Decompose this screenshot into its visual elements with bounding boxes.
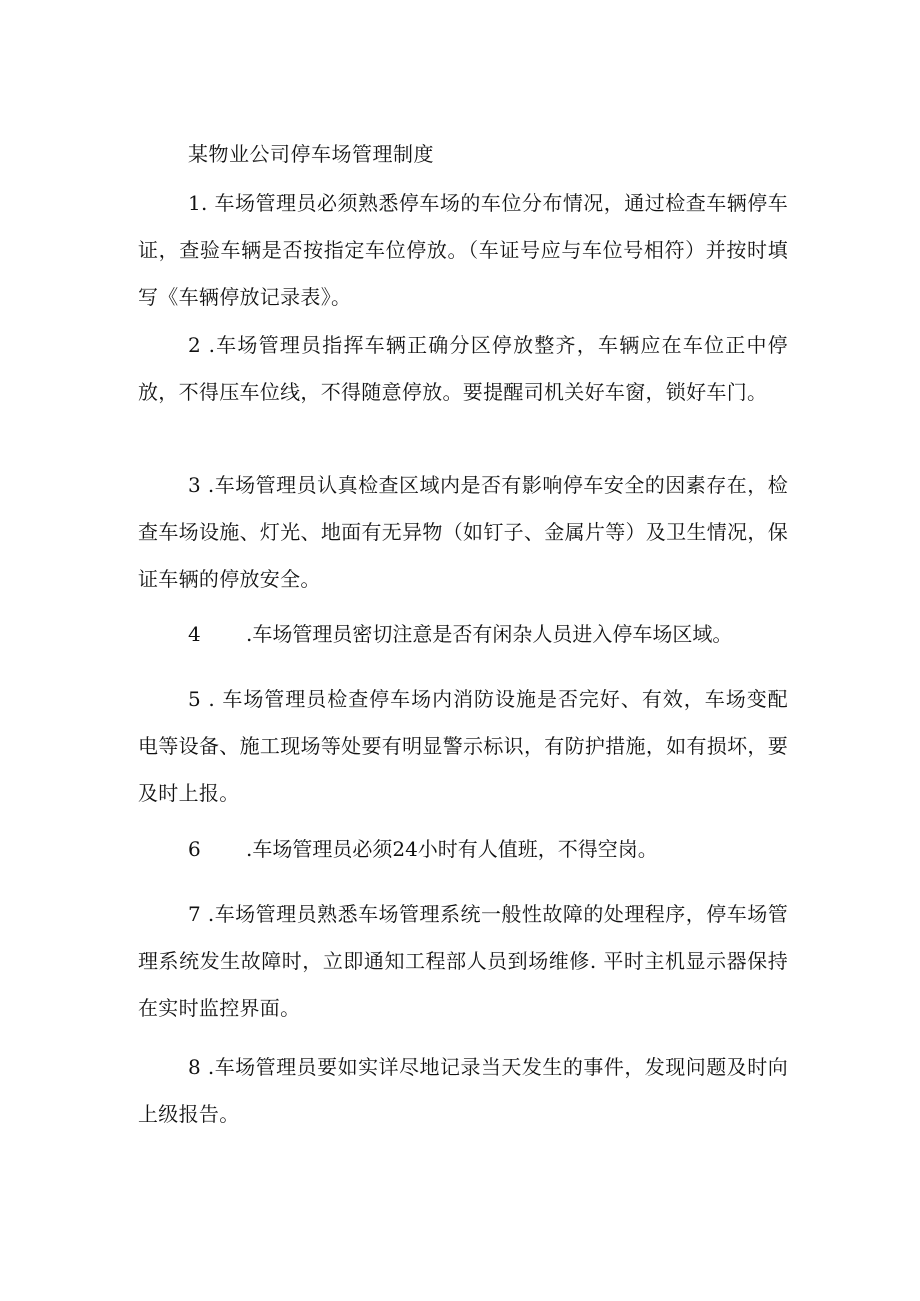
rule-item-6-number: 6 bbox=[188, 837, 201, 861]
rule-paragraph-7: 7 .车场管理员熟悉车场管理系统一般性故障的处理程序，停车场管理系统发生故障时，立即通知工程部人员到场维修. 平时主机显示器保持在实时监控界面。 bbox=[138, 902, 788, 1020]
rule-item-4-text: .车场管理员密切注意是否有闲杂人员进入停车场区域。 bbox=[246, 622, 733, 646]
rule-paragraph-5: 5 . 车场管理员检查停车场内消防设施是否完好、有效，车场变配电等设备、施工现场等处要有明显警示标识，有防护措施，如有损坏，要及时上报。 bbox=[138, 687, 788, 805]
rule-paragraph-8: 8 .车场管理员要如实详尽地记录当天发生的事件，发现问题及时向上级报告。 bbox=[138, 1055, 788, 1126]
rule-item-4-number: 4 bbox=[188, 622, 201, 646]
rule-paragraph-1: 1. 车场管理员必须熟悉停车场的车位分布情况，通过检查车辆停车证，查验车辆是否按指定车位停放。（车证号应与车位号相符）并按时填写《车辆停放记录表》。 bbox=[138, 191, 788, 309]
rule-paragraph-2: 2 .车场管理员指挥车辆正确分区停放整齐，车辆应在车位正中停放，不得压车位线，不得随意停放。要提醒司机关好车窗，锁好车门。 bbox=[138, 333, 788, 404]
document-title: 某物业公司停车场管理制度 bbox=[188, 142, 434, 166]
rule-item-6-text: .车场管理员必须24小时有人值班，不得空岗。 bbox=[246, 837, 658, 861]
rule-item-4 bbox=[188, 620, 732, 648]
rule-item-6 bbox=[188, 835, 658, 863]
rule-paragraph-3: 3 .车场管理员认真检查区域内是否有影响停车安全的因素存在，检查车场设施、灯光、地面有无异物（如钉子、金属片等）及卫生情况，保证车辆的停放安全。 bbox=[138, 473, 788, 591]
